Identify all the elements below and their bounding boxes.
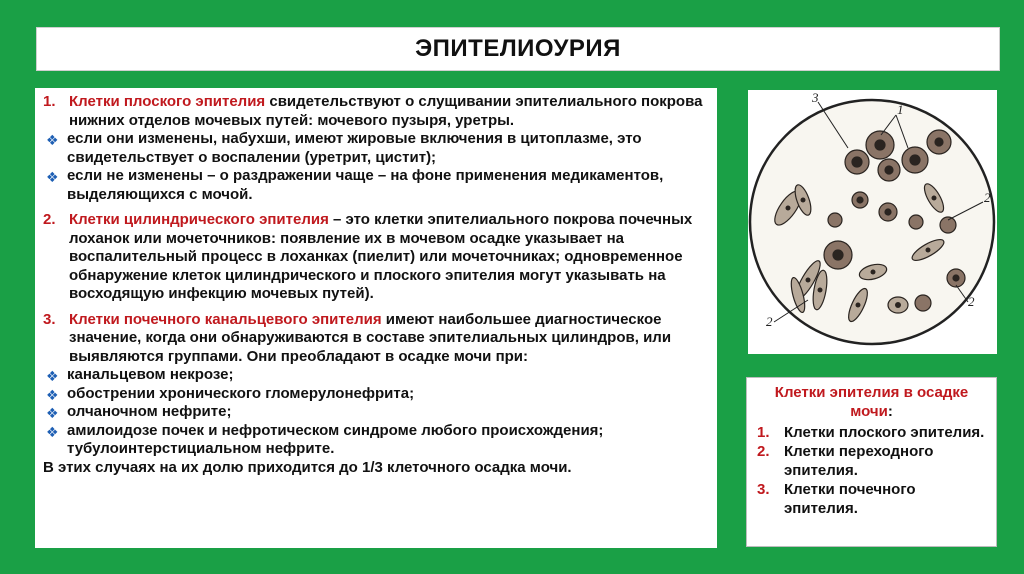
item-number: 2. bbox=[43, 211, 56, 228]
microscopy-illustration bbox=[748, 90, 997, 354]
side-item-text: Клетки плоского эпителия. bbox=[784, 424, 985, 441]
side-item-number: 2. bbox=[757, 443, 770, 460]
diamond-bullet-icon: ❖ bbox=[46, 405, 59, 421]
title-banner bbox=[36, 27, 1000, 71]
side-list-item bbox=[757, 480, 986, 518]
footer-note: В этих случаях на их долю приходится до 1/3 клеточного осадка мочи. bbox=[43, 458, 572, 476]
bullet-item bbox=[43, 366, 709, 385]
item-text: свидетельствуют о слущивании эпителиального покрова нижних отделов мочевых путей: мочевого пузыря, уретры. bbox=[69, 93, 703, 129]
list-item-3 bbox=[43, 311, 709, 367]
bullet-item bbox=[43, 130, 709, 167]
side-heading: Клетки эпителия в осадке мочи: bbox=[774, 384, 969, 420]
bullet-text: олчаночном нефрите; bbox=[67, 403, 232, 420]
item-heading: Клетки цилиндрического эпителия bbox=[69, 211, 329, 228]
side-item-text: Клетки почечного эпителия. bbox=[784, 481, 916, 517]
list-item-2 bbox=[43, 211, 709, 304]
bullet-text: если они изменены, набухши, имеют жировые включения в цитоплазме, это свидетельствует о воспалении (уретрит, цистит); bbox=[67, 130, 642, 166]
item-text: – это клетки эпителиального покрова почечных лоханок или мочеточников: появление их в мочевом осадке указывает на воспалительный процесс в лоханках (пиелит) или мочеточниках; одновременное обнаружение клеток цилиндрического и плоского эпителия могут указывать на восходящую инфекцию мочевых путей). bbox=[69, 211, 693, 302]
list-item-1 bbox=[43, 93, 709, 130]
bullet-item bbox=[43, 167, 709, 204]
figure-label: 3 bbox=[812, 90, 819, 105]
side-list-item bbox=[757, 442, 986, 480]
bullet-text: обострении хронического гломерулонефрита; bbox=[67, 384, 415, 402]
main-text-panel bbox=[35, 88, 717, 548]
figure-label: 2 bbox=[984, 190, 991, 205]
side-list-item bbox=[757, 423, 986, 442]
bullet-item bbox=[43, 403, 709, 422]
side-item-number: 3. bbox=[757, 481, 770, 498]
item-text: имеют наибольшее диагностическое значение, когда они обнаруживаются в составе эпителиальных цилиндров, или выявляются группами. Они преобладают в осадке мочи при: bbox=[69, 310, 672, 365]
item-heading: Клетки плоского эпителия bbox=[69, 93, 266, 110]
figure-label: 1 bbox=[897, 102, 904, 117]
bullet-text: амилоидозе почек и нефротическом синдроме любого происхождения; тубулоинтерстициальном нефрите. bbox=[67, 421, 604, 457]
side-item-number: 1. bbox=[757, 424, 770, 441]
figure-label: 2 bbox=[766, 314, 773, 329]
diamond-bullet-icon: ❖ bbox=[46, 386, 59, 403]
bullet-text: канальцевом некрозе; bbox=[67, 366, 234, 383]
item-heading: Клетки почечного канальцевого эпителия bbox=[69, 310, 382, 328]
diamond-bullet-icon: ❖ bbox=[46, 423, 59, 440]
page-title: ЭПИТЕЛИОУРИЯ bbox=[415, 35, 621, 62]
item-number: 3. bbox=[43, 310, 56, 328]
item-number: 1. bbox=[43, 93, 56, 110]
diamond-bullet-icon: ❖ bbox=[46, 169, 59, 185]
figure-label: 2 bbox=[968, 294, 975, 309]
side-item-text: Клетки переходного эпителия. bbox=[784, 443, 934, 479]
diamond-bullet-icon: ❖ bbox=[46, 368, 59, 384]
bullet-item bbox=[43, 422, 709, 459]
bullet-item bbox=[43, 385, 709, 404]
diamond-bullet-icon: ❖ bbox=[46, 132, 59, 148]
side-summary-panel bbox=[746, 377, 997, 547]
cell-field-drawing bbox=[748, 90, 997, 354]
bullet-text: если не изменены – о раздражении чаще – на фоне применения медикаментов, выделяющихся с мочой. bbox=[67, 167, 664, 203]
